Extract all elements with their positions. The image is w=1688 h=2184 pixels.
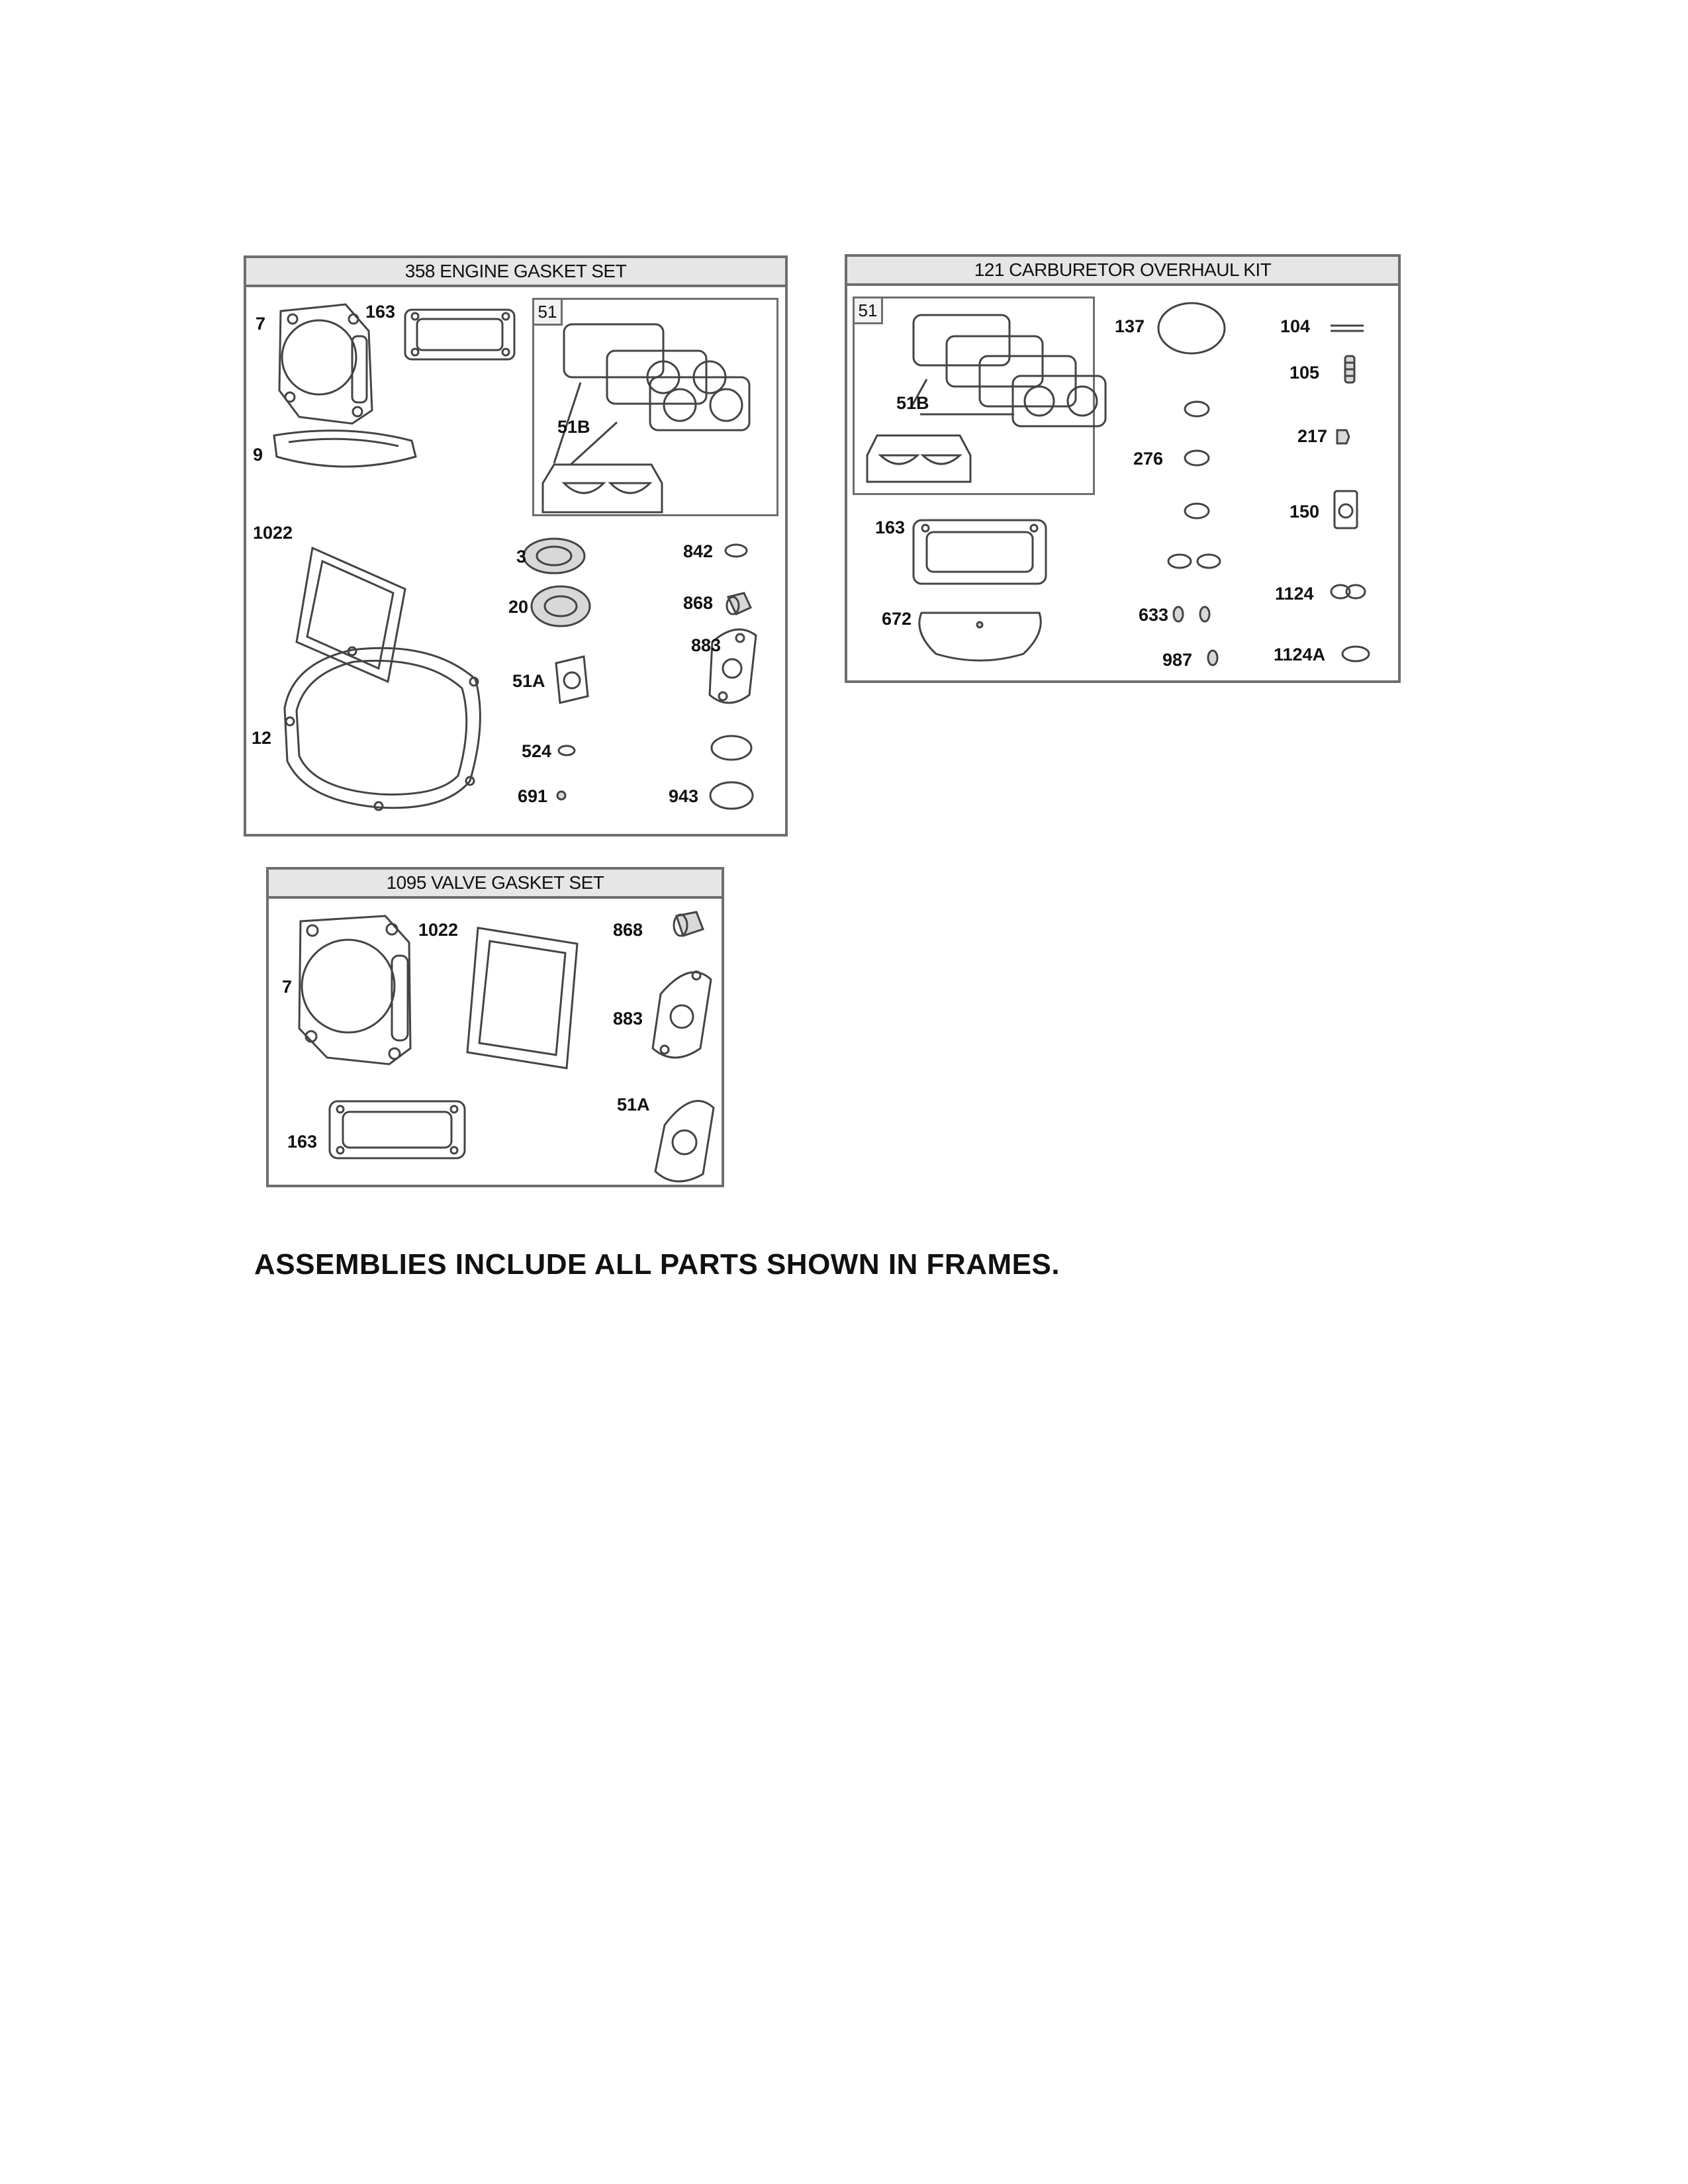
label-691: 691: [518, 786, 548, 806]
carb-kit-subframe-tag: 51: [855, 298, 883, 324]
crankcase-gasket-icon: [285, 647, 480, 810]
o-ring-137-icon: [1158, 303, 1225, 353]
valve-cover-gasket-icon: [405, 310, 514, 359]
label-883: 883: [691, 635, 722, 655]
needle-105-icon: [1345, 356, 1354, 383]
label-9: 9: [253, 445, 263, 465]
carb-label-1124: 1124: [1275, 584, 1314, 604]
carb-kit-valve-cover-gasket-icon: [914, 520, 1046, 584]
valve-set-carb-gasket-51a-icon: [655, 1101, 714, 1182]
o-ring-842-icon: [726, 545, 747, 557]
seal-987-icon: [1208, 651, 1217, 665]
label-3: 3: [516, 547, 527, 567]
carb-label-104: 104: [1280, 316, 1311, 336]
carb-kit-gasket-stack-icon: [910, 315, 1105, 426]
air-cleaner-gasket-672-icon: [919, 613, 1041, 660]
subframe-tag: 51: [534, 300, 563, 326]
oil-seal-icon: [524, 539, 585, 573]
carb-label-987: 987: [1162, 650, 1193, 670]
o-ring-icon: [1168, 555, 1191, 568]
carb-label-163: 163: [875, 518, 906, 537]
carburetor-kit-panel: [845, 254, 1401, 683]
engine-gasket-set-panel: [244, 255, 788, 837]
valve-stem-seal-icon: [727, 593, 751, 614]
assemblies-note: ASSEMBLIES INCLUDE ALL PARTS SHOWN IN FRAMES.: [254, 1248, 1060, 1281]
valve-set-valve-cover-gasket-icon: [330, 1101, 465, 1158]
valve-label-883: 883: [613, 1009, 643, 1028]
valve-150-icon: [1335, 491, 1357, 528]
carb-label-217: 217: [1297, 426, 1328, 446]
label-51a: 51A: [512, 671, 545, 691]
carb-label-51b: 51B: [896, 393, 929, 413]
label-1022: 1022: [253, 523, 293, 543]
jet-217-icon: [1337, 430, 1349, 443]
valve-label-1022: 1022: [418, 920, 459, 940]
carb-kit-base-gasket-icon: [867, 435, 970, 482]
valve-set-intake-gasket-883-icon: [653, 972, 711, 1058]
carb-label-633: 633: [1139, 605, 1169, 625]
seal-691-icon: [557, 792, 565, 799]
label-51b: 51B: [557, 417, 590, 437]
carburetor-base-gasket-icon: [543, 465, 662, 512]
label-943: 943: [669, 786, 699, 806]
carb-label-105: 105: [1289, 363, 1320, 383]
carburetor-kit-title: 121 CARBURETOR OVERHAUL KIT: [847, 257, 1398, 286]
carb-label-137: 137: [1115, 316, 1145, 336]
carburetor-gasket-stack-icon: [554, 324, 749, 465]
o-ring-524-icon: [559, 746, 575, 755]
exhaust-gasket-icon: [274, 431, 416, 467]
label-7: 7: [256, 314, 266, 334]
label-524: 524: [522, 741, 552, 761]
carb-label-672: 672: [882, 609, 912, 629]
engine-gasket-set-title: 358 ENGINE GASKET SET: [246, 258, 785, 287]
carb-label-1124a: 1124A: [1274, 645, 1326, 664]
valve-label-7: 7: [282, 977, 293, 997]
carb-mount-gasket-51a-icon: [556, 657, 588, 703]
valve-set-rocker-cover-gasket-icon: [467, 928, 577, 1068]
o-ring-large-icon: [712, 736, 751, 760]
o-ring-icon: [1197, 555, 1220, 568]
valve-set-stem-seal-icon: [674, 912, 703, 936]
label-163: 163: [365, 302, 396, 322]
label-842: 842: [683, 541, 714, 561]
gasket-1124a-icon: [1342, 647, 1369, 661]
valve-gasket-set-panel: [266, 867, 724, 1187]
carb-label-276: 276: [1133, 449, 1164, 469]
valve-label-163: 163: [287, 1132, 318, 1152]
valve-label-868: 868: [613, 920, 643, 940]
cylinder-head-gasket-icon: [279, 304, 372, 424]
bowl-gasket-1124-icon: [1331, 585, 1365, 598]
pin-104-icon: [1331, 326, 1364, 331]
crankshaft-seal-icon: [532, 586, 590, 626]
valve-gasket-set-drawing: [269, 870, 727, 1190]
seal-633-icon: [1174, 607, 1209, 621]
label-868: 868: [683, 593, 714, 613]
valve-set-head-gasket-icon: [299, 916, 410, 1064]
o-ring-276-icon: [1185, 451, 1209, 465]
o-ring-943-icon: [710, 782, 753, 809]
carb-label-150: 150: [1289, 502, 1320, 522]
o-ring-icon: [1185, 504, 1209, 518]
o-ring-icon: [1185, 402, 1209, 416]
label-20: 20: [508, 597, 529, 617]
valve-gasket-set-title: 1095 VALVE GASKET SET: [269, 870, 722, 899]
label-12: 12: [252, 728, 272, 748]
valve-label-51a: 51A: [617, 1095, 650, 1115]
